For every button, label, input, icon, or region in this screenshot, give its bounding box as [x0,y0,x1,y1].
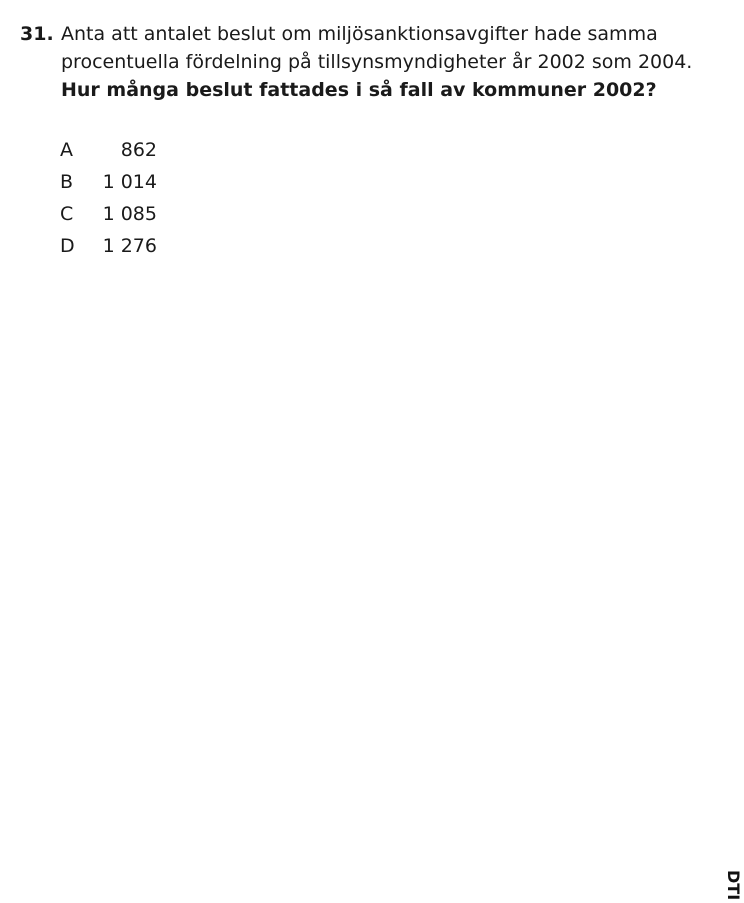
option-value: 862 [120,139,157,161]
question-prompt: Hur många beslut fattades i så fall av kommuner 2002? [61,79,657,101]
option-letter: C [60,203,74,225]
answer-option-d [60,233,170,259]
answer-option-b [60,169,170,195]
question-text-line-1: Anta att antalet beslut om miljösanktionsavgifter hade samma [61,23,658,45]
question-number: 31. [20,23,54,45]
option-letter: A [60,139,73,161]
section-code-text: DTI [724,870,743,901]
question-text-line-2: procentuella fördelning på tillsynsmyndigheter år 2002 som 2004. [61,51,693,73]
answer-option-c [60,201,170,227]
option-value: 1 014 [102,171,157,193]
option-letter: D [60,235,75,257]
option-value: 1 085 [102,203,157,225]
option-letter: B [60,171,74,193]
option-value: 1 276 [102,235,157,257]
answer-option-a [60,137,170,163]
section-code-vertical [726,870,744,903]
